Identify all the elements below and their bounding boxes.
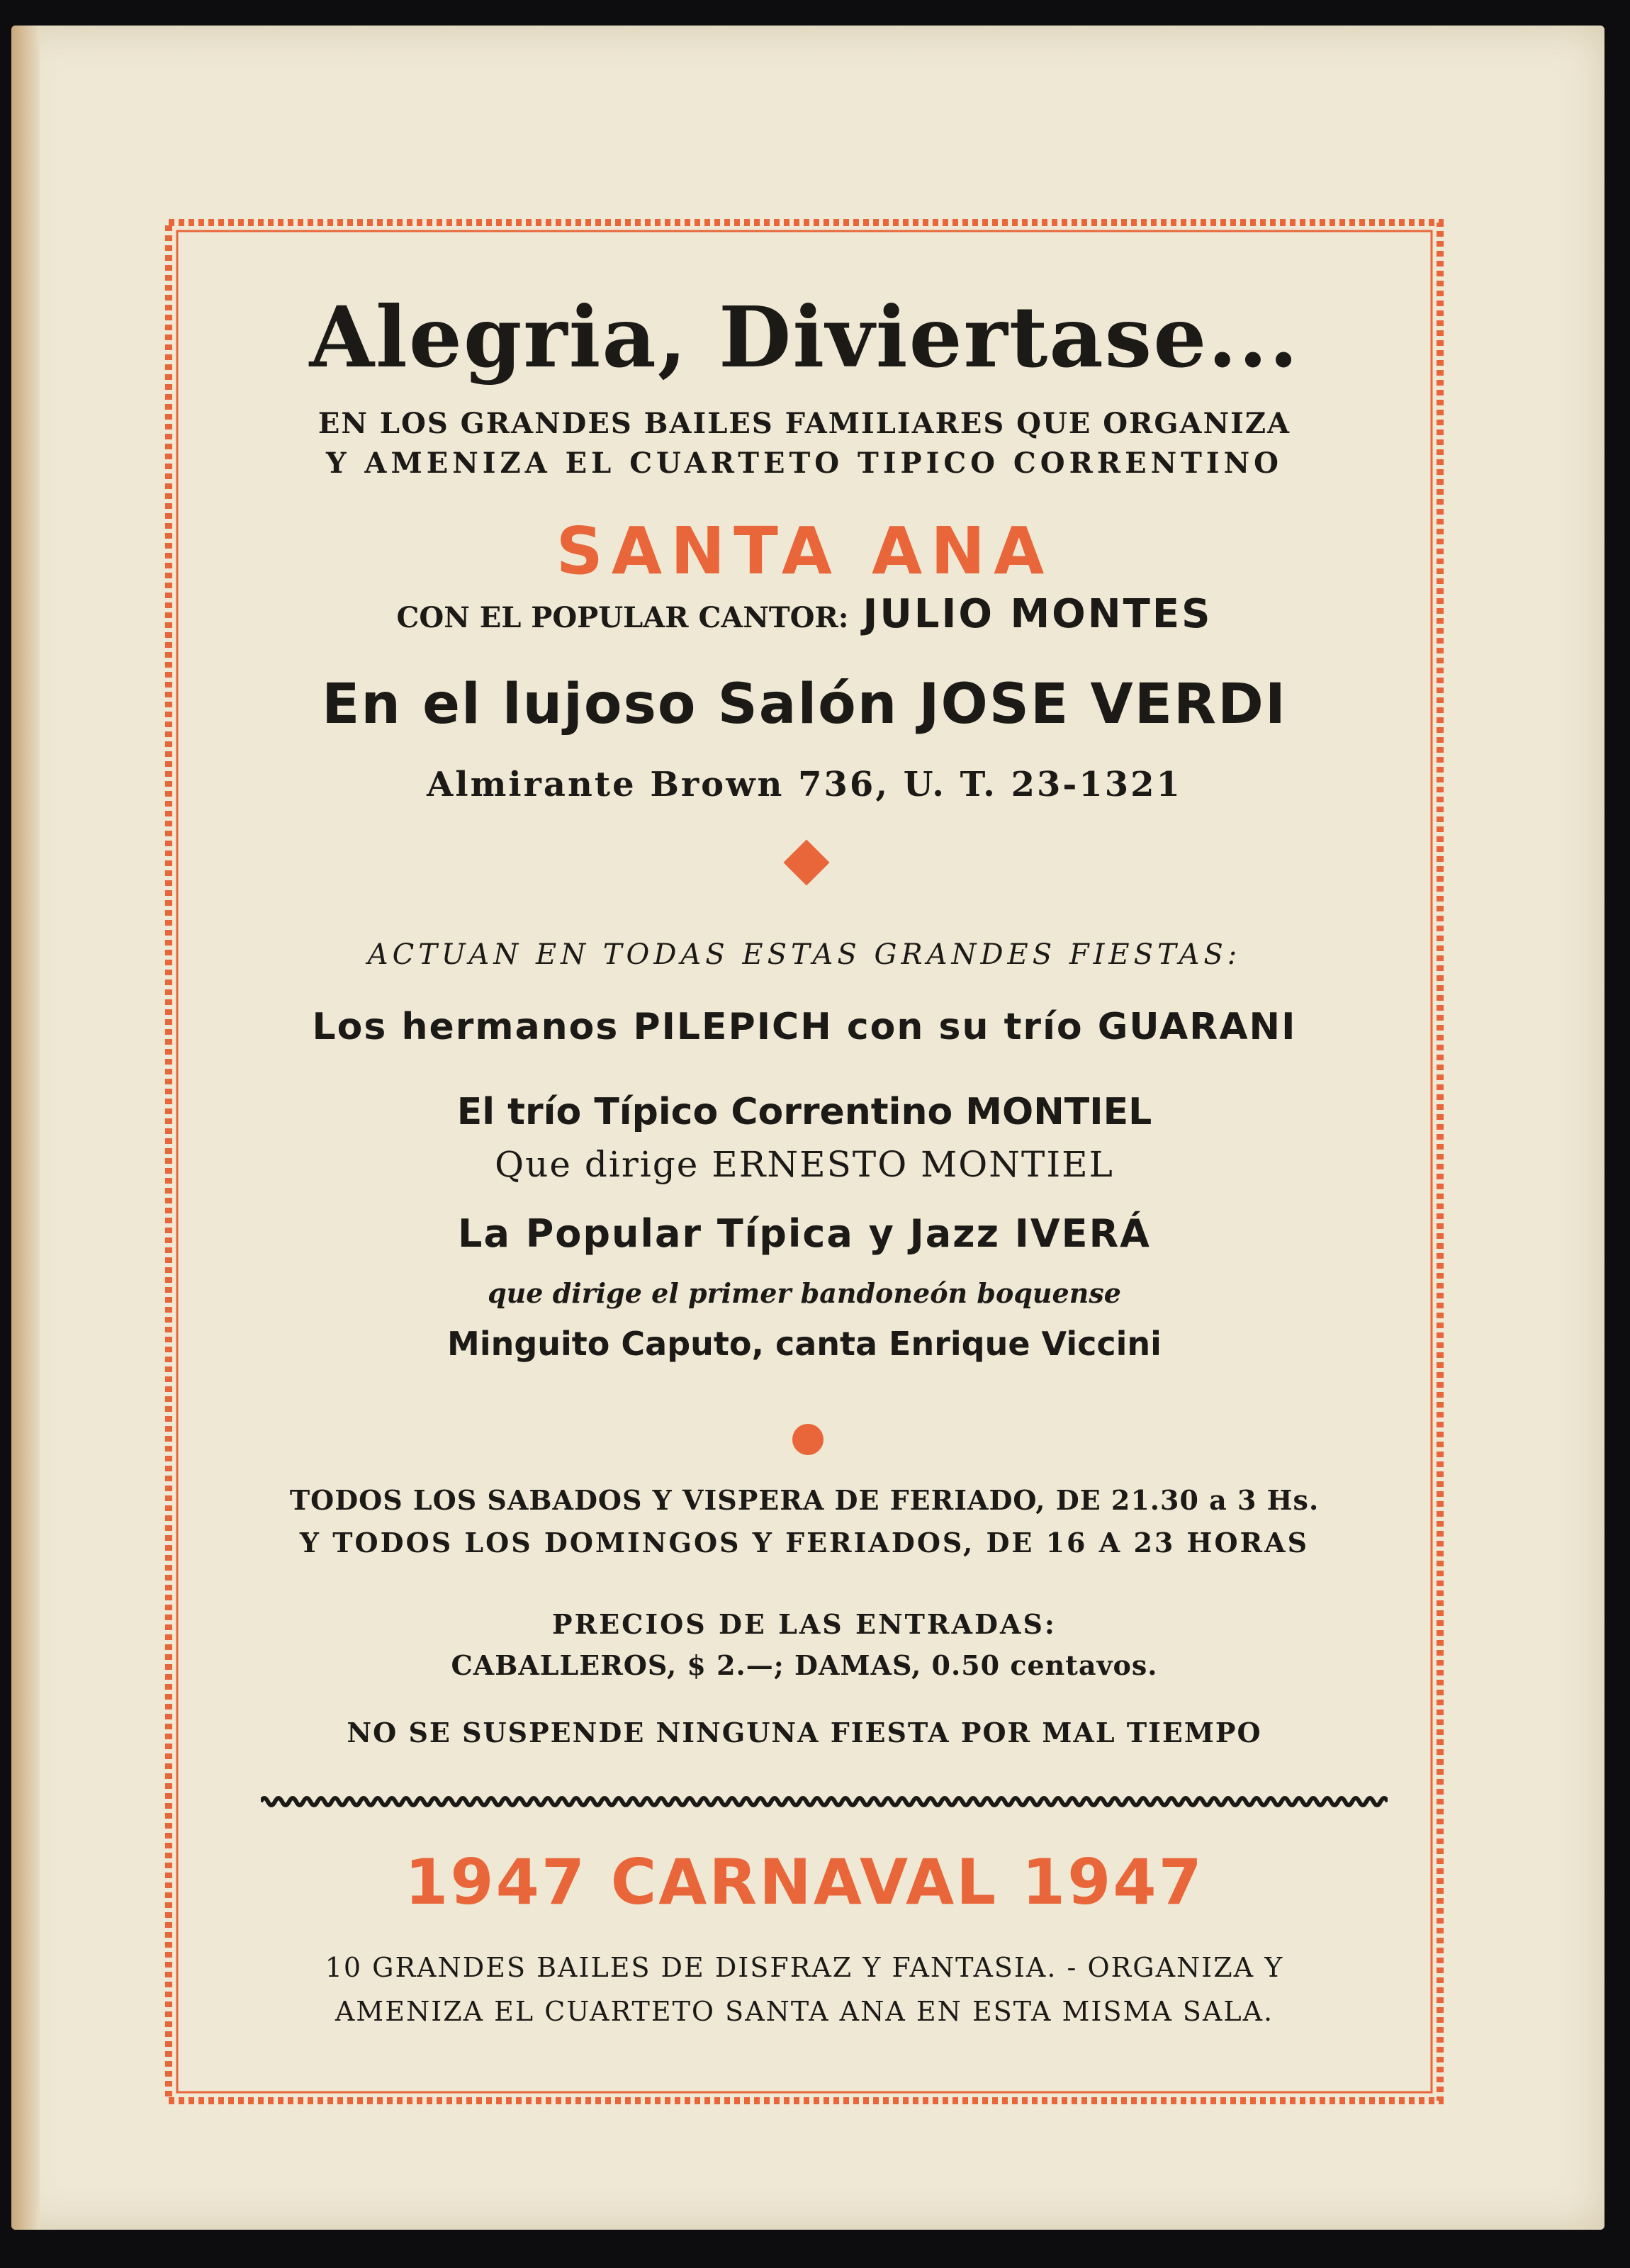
performer-2-line-1: El trío Típico Correntino MONTIEL	[456, 1091, 1152, 1133]
schedule-line-2: Y TODOS LOS DOMINGOS Y FERIADOS, DE 16 A 23 HORAS	[299, 1527, 1310, 1559]
performer-1: Los hermanos PILEPICH con su trío GUARANI	[312, 1006, 1297, 1048]
performers-heading: ACTUAN EN TODAS ESTAS GRANDES FIESTAS:	[367, 938, 1242, 971]
prices-detail: CABALLEROS, $ 2.—; DAMAS, 0.50 centavos.	[451, 1649, 1158, 1681]
performer-3-line-3: Minguito Caputo, canta Enrique Viccini	[447, 1325, 1162, 1363]
performer-3-line-1: La Popular Típica y Jazz IVERÁ	[458, 1211, 1151, 1256]
intro-line-2: Y AMENIZA EL CUARTETO TIPICO CORRENTINO	[325, 447, 1283, 480]
diamond-ornament	[783, 839, 829, 885]
dot-ornament	[792, 1424, 824, 1455]
prices-heading: PRECIOS DE LAS ENTRADAS:	[552, 1608, 1057, 1640]
performer-2-line-2: Que dirige ERNESTO MONTIEL	[495, 1144, 1114, 1185]
poster-page	[11, 26, 1604, 2230]
performer-3-line-2: que dirige el primer bandoneón boquense	[488, 1277, 1121, 1309]
carnival-line-1: 10 GRANDES BAILES DE DISFRAZ Y FANTASIA. - ORGANIZA Y	[325, 1952, 1284, 1983]
schedule-line-1: TODOS LOS SABADOS Y VISPERA DE FERIADO, DE 21.30 a 3 Hs.	[289, 1484, 1320, 1516]
group-name: SANTA ANA	[556, 513, 1053, 589]
singer-name: JULIO MONTES	[862, 591, 1213, 637]
wave-divider	[261, 1795, 1388, 1809]
carnival-title: 1947 CARNAVAL 1947	[405, 1846, 1204, 1919]
intro-line-1: EN LOS GRANDES BAILES FAMILIARES QUE ORGANIZA	[317, 407, 1291, 440]
headline: Alegria, Diviertase...	[309, 288, 1300, 386]
weather-note: NO SE SUSPENDE NINGUNA FIESTA POR MAL TIEMPO	[347, 1717, 1262, 1748]
address: Almirante Brown 736, U. T. 23-1321	[427, 765, 1182, 804]
singer-line	[176, 591, 1433, 637]
singer-prefix: CON EL POPULAR CANTOR:	[396, 601, 849, 634]
decorative-frame	[162, 215, 1447, 2108]
venue: En el lujoso Salón JOSE VERDI	[322, 673, 1287, 736]
poster-content	[176, 230, 1433, 2094]
carnival-line-2: AMENIZA EL CUARTETO SANTA ANA EN ESTA MISMA SALA.	[335, 1996, 1274, 2027]
page-spine	[11, 26, 40, 2230]
